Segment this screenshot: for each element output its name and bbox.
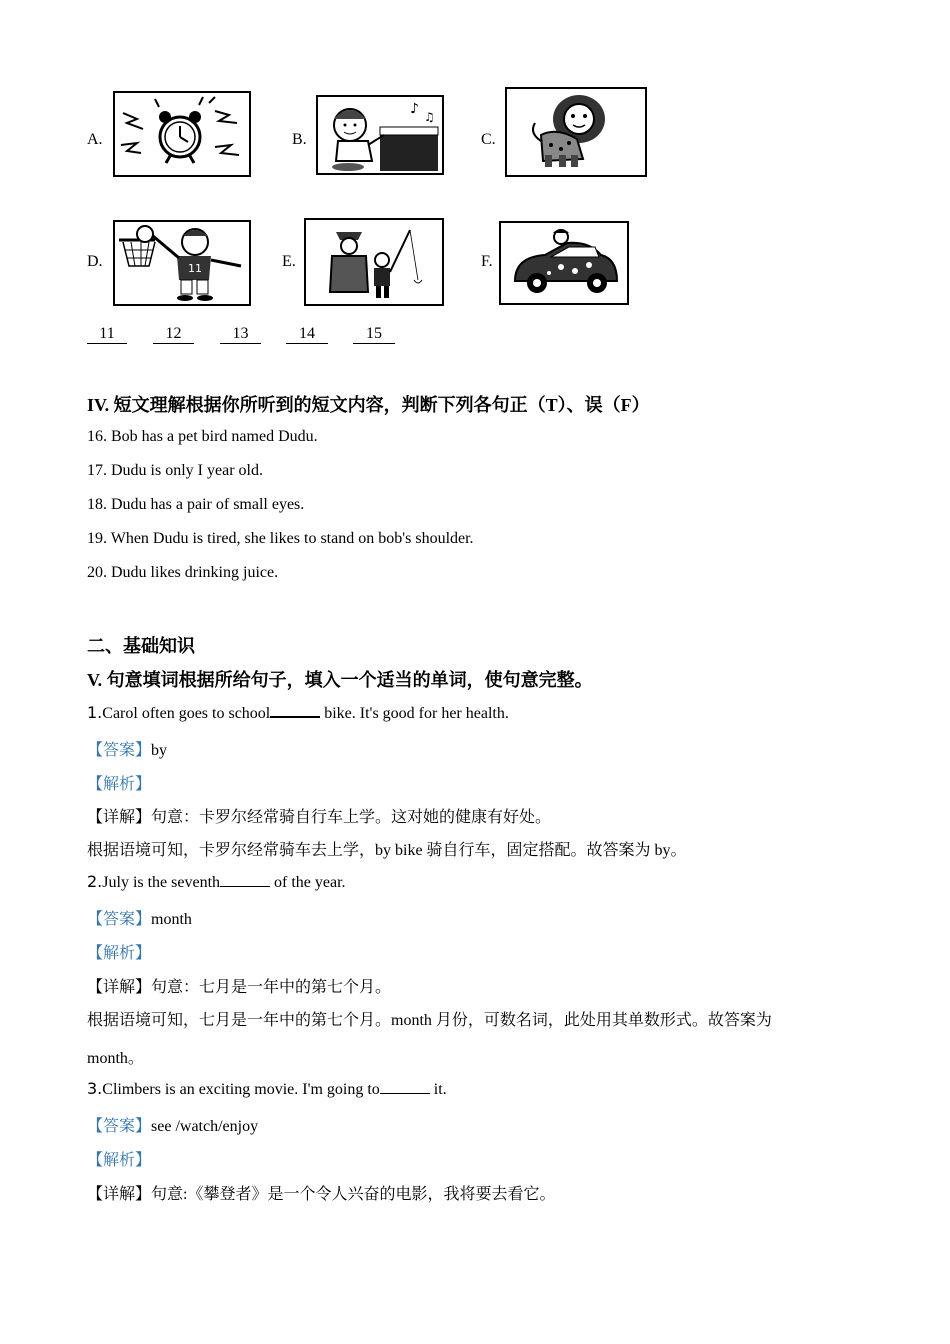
question-3: 3.Climbers is an exciting movie. I'm going to it. — [87, 1079, 447, 1098]
svg-text:♪: ♪ — [410, 101, 419, 117]
part-2-heading: 二、基础知识 — [87, 636, 195, 656]
answer-line: 【答案】see /watch/enjoy — [87, 1118, 259, 1135]
detail-line: 【详解】句意：卡罗尔经常骑自行车上学。这对她的健康有好处。 — [87, 809, 552, 826]
section-iv-heading: IV. 短文理解根据你所听到的短文内容，判断下列各句正（T）、误（F） — [87, 395, 650, 415]
statement-19: 19. When Dudu is tired, she likes to stand on bob's shoulder. — [87, 530, 474, 547]
car-driver-icon — [499, 221, 629, 305]
alarm-clock-icon — [113, 91, 251, 177]
section-v-heading: V. 句意填词根据所给句子，填入一个适当的单词，使句意完整。 — [87, 670, 593, 690]
answer-line: 【答案】by — [87, 742, 168, 759]
detail-line: 【详解】句意:《攀登者》是一个令人兴奋的电影，我将要去看它。 — [87, 1186, 556, 1203]
blank-12[interactable]: 12 — [153, 326, 194, 344]
option-f-label: F. — [481, 253, 493, 270]
answer-line: 【答案】month — [87, 911, 192, 928]
statement-17: 17. Dudu is only I year old. — [87, 462, 263, 479]
detail-line: 【详解】句意：七月是一年中的第七个月。 — [87, 979, 392, 996]
option-c-label: C. — [481, 131, 496, 148]
question-number: 3. — [87, 1079, 103, 1098]
option-e-label: E. — [282, 253, 296, 270]
analysis-label: 【解析】 — [87, 945, 152, 962]
question-2: 2.July is the seventh of the year. — [87, 872, 346, 891]
explanation-text: 根据语境可知，七月是一年中的第七个月。month 月份，可数名词，此处用其单数形式。故答案为 — [87, 1012, 772, 1029]
blank-14[interactable]: 14 — [286, 326, 328, 344]
svg-text:11: 11 — [188, 262, 202, 275]
question-number: 1. — [87, 703, 103, 722]
fishing-icon — [304, 218, 444, 306]
explanation-text-continued: month。 — [87, 1050, 144, 1067]
explanation-text: 根据语境可知，卡罗尔经常骑车去上学，by bike 骑自行车，固定搭配。故答案为 by。 — [87, 842, 687, 859]
blank-13[interactable]: 13 — [220, 326, 261, 344]
analysis-label: 【解析】 — [87, 1152, 152, 1169]
option-d-label: D. — [87, 253, 103, 270]
piano-boy-icon — [316, 95, 444, 175]
basketball-boy-icon — [113, 220, 251, 306]
blank-15[interactable]: 15 — [353, 326, 395, 344]
analysis-label: 【解析】 — [87, 776, 152, 793]
answer-blank[interactable] — [380, 1079, 430, 1094]
option-b-label: B. — [292, 131, 307, 148]
blank-11[interactable]: 11 — [87, 326, 127, 344]
lion-icon — [505, 87, 647, 177]
question-number: 2. — [87, 872, 103, 891]
question-1: 1.Carol often goes to school bike. It's good for her health. — [87, 703, 509, 722]
statement-18: 18. Dudu has a pair of small eyes. — [87, 496, 305, 513]
statement-16: 16. Bob has a pet bird named Dudu. — [87, 428, 318, 445]
svg-text:♫: ♫ — [424, 110, 435, 124]
statement-20: 20. Dudu likes drinking juice. — [87, 564, 279, 581]
answer-blank[interactable] — [270, 702, 320, 718]
option-a-label: A. — [87, 131, 103, 148]
answer-blank[interactable] — [220, 872, 270, 887]
